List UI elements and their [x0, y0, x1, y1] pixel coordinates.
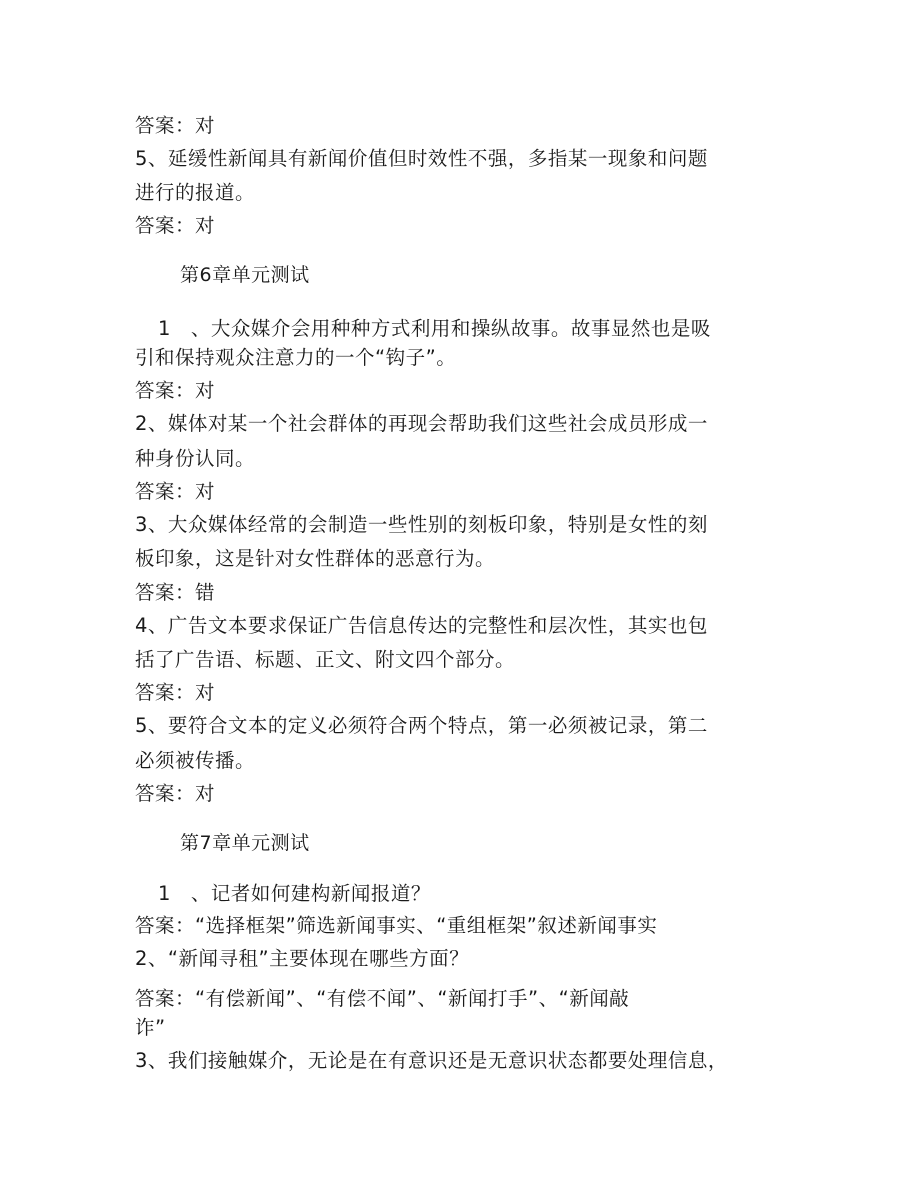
question-line: 种身份认同。 [135, 447, 256, 470]
answer-line: 答案：对 [135, 480, 216, 503]
answer-line: 答案：对 [135, 782, 216, 805]
answer-line: 答案：错 [135, 581, 216, 604]
question-line: 5、要符合文本的定义必须符合两个特点，第一必须被记录，第二 [135, 714, 708, 737]
question-line: 5、延缓性新闻具有新闻价值但时效性不强，多指某一现象和问题 [135, 147, 708, 170]
answer-line: 答案：“选择框架”筛选新闻事实、“重组框架”叙述新闻事实 [135, 914, 658, 937]
question-line: 1 、大众媒介会用种种方式利用和操纵故事。故事显然也是吸 [158, 317, 711, 340]
chapter-heading: 第7章单元测试 [180, 832, 310, 854]
chapter-heading: 第6章单元测试 [180, 264, 310, 286]
answer-line: 答案：对 [135, 379, 216, 402]
question-line: 板印象，这是针对女性群体的恶意行为。 [135, 547, 496, 570]
question-line: 必须被传播。 [135, 749, 256, 772]
question-line: 2、媒体对某一个社会群体的再现会帮助我们这些社会成员形成一 [135, 412, 708, 435]
answer-line: 答案：对 [135, 114, 216, 137]
question-line: 3、我们接触媒介，无论是在有意识还是无意识状态都要处理信息， [135, 1049, 728, 1072]
answer-line: 诈” [135, 1016, 166, 1039]
question-line: 引和保持观众注意力的一个“钩子”。 [135, 346, 457, 369]
question-line: 1 、记者如何建构新闻报道？ [158, 882, 431, 905]
answer-line: 答案：“有偿新闻”、“有偿不闻”、“新闻打手”、“新闻敲 [135, 987, 630, 1010]
question-line: 3、大众媒体经常的会制造一些性别的刻板印象，特别是女性的刻 [135, 513, 708, 536]
question-line: 4、广告文本要求保证广告信息传达的完整性和层次性，其实也包 [135, 614, 708, 637]
question-line: 2、“新闻寻租”主要体现在哪些方面？ [135, 947, 470, 970]
answer-line: 答案：对 [135, 214, 216, 237]
question-line: 括了广告语、标题、正文、附文四个部分。 [135, 648, 516, 671]
question-line: 进行的报道。 [135, 181, 256, 204]
answer-line: 答案：对 [135, 681, 216, 704]
